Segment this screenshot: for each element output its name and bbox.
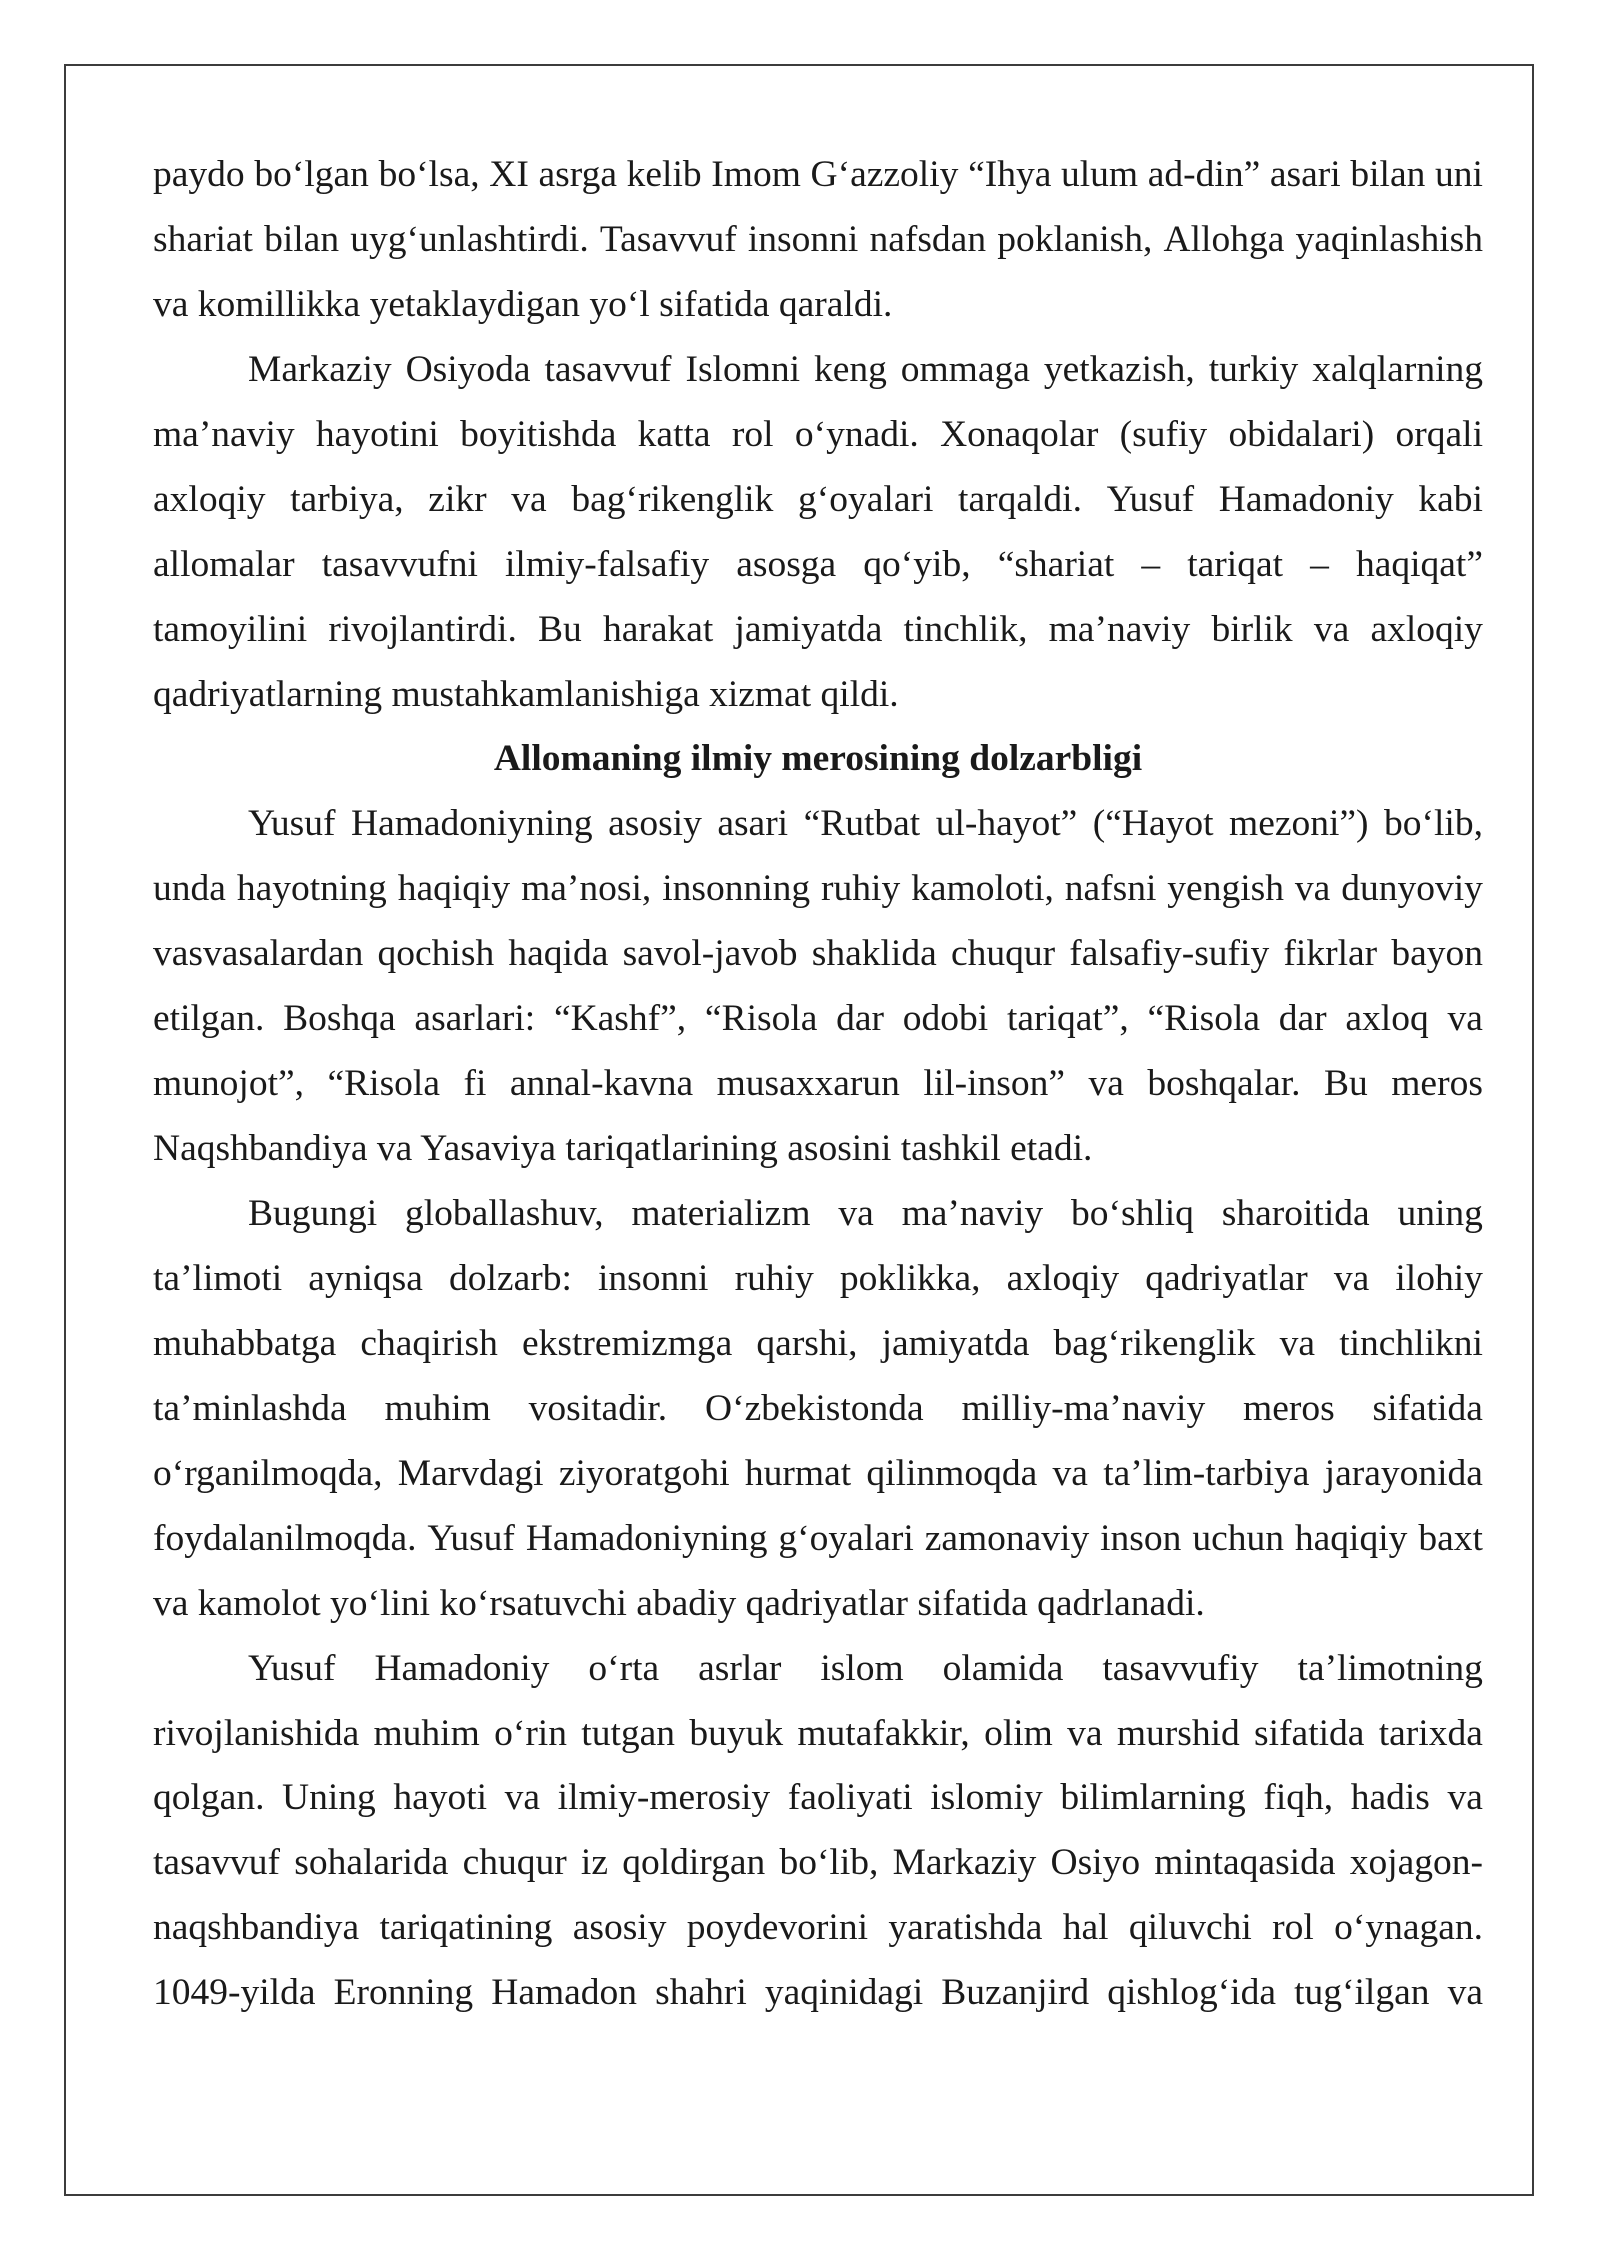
text-line (153, 1961, 1483, 2026)
word: falsafiy-sufiy (1069, 933, 1270, 975)
word: birlik (1211, 608, 1293, 650)
word: va (504, 1777, 541, 1819)
document-body (153, 143, 1483, 2026)
text-line (153, 338, 1483, 403)
word: sharoitida (1221, 1193, 1370, 1234)
word: Marvdagi (397, 1452, 544, 1494)
word: chaqirish (360, 1322, 498, 1364)
text-line (153, 1637, 1483, 1702)
word: rivojlanishida (153, 1712, 360, 1754)
word: “Kashf”, (553, 998, 687, 1040)
word: globallashuv, (405, 1193, 604, 1234)
word: – (1141, 543, 1161, 585)
word: Yusuf (1106, 478, 1195, 520)
word: Markaziy (892, 1842, 1037, 1884)
word: ruhiy (734, 1257, 814, 1299)
word: axloqiy (153, 478, 266, 520)
word: qadriyatlar (1145, 1257, 1308, 1299)
word: chuqur (462, 1842, 567, 1884)
word: tarqaldi. (958, 478, 1082, 520)
word: Osiyoda (405, 348, 531, 390)
word: asrlar (698, 1647, 782, 1689)
word: qishlog‘ida (1107, 1972, 1276, 2014)
word: muhim (373, 1712, 480, 1754)
word: tariqatining (379, 1907, 553, 1949)
word: tariqat (1187, 543, 1284, 585)
section-heading: Allomaning ilmiy merosining dolzarbligi (493, 738, 1143, 780)
word: va (1052, 1452, 1088, 1494)
word: tinchlikni (1339, 1322, 1483, 1364)
word: Bugungi (248, 1193, 378, 1234)
word: bag‘rikenglik (1053, 1322, 1256, 1364)
word: xalqlarning (1312, 348, 1483, 390)
word: naqshbandiya (153, 1907, 360, 1949)
text-line (153, 1052, 1483, 1117)
word: islom (820, 1647, 904, 1689)
word: turkiy (1208, 348, 1299, 390)
word: murshid (1116, 1712, 1240, 1754)
word: ilmiy-merosiy (557, 1777, 771, 1819)
word: bo‘lsa, (378, 154, 480, 195)
word: nafsdan (869, 218, 987, 260)
word: hayoti (393, 1777, 488, 1819)
word: vasvasalardan (153, 933, 364, 975)
word: Eronning (333, 1972, 474, 2014)
word: musaxxarun (716, 1063, 900, 1105)
word: qo‘yib, (863, 543, 971, 585)
word: XI (489, 154, 529, 195)
word: tarbiya, (290, 478, 404, 520)
word: – (1310, 543, 1329, 585)
word: ilmiy-falsafiy (505, 543, 710, 585)
word: Imom (711, 154, 801, 195)
text-line (153, 208, 1483, 273)
word: rivojlantirdi. (328, 608, 517, 650)
word: axloq (1345, 998, 1429, 1040)
word: tutgan (581, 1712, 676, 1754)
word: g‘oyalari (778, 1517, 914, 1559)
word: yaratishda (888, 1907, 1043, 1949)
word: va (1067, 1712, 1103, 1754)
word: chuqur (950, 933, 1056, 975)
word: rol (1272, 1907, 1314, 1949)
word: asari (717, 803, 789, 845)
word: bilan (264, 218, 340, 260)
word: fikrlar (1283, 933, 1378, 975)
word: sifatida (1254, 1712, 1365, 1754)
word: ilohiy (1395, 1257, 1483, 1299)
word: hayotini (315, 413, 439, 455)
word: fi (463, 1063, 487, 1105)
text-line (153, 1247, 1483, 1312)
paragraph (153, 1182, 1483, 1637)
word: Bu (1324, 1063, 1368, 1105)
word: olim (984, 1712, 1053, 1754)
word: ayniqsa (308, 1257, 423, 1299)
word: baxt (1418, 1517, 1483, 1559)
text-line (153, 143, 1483, 208)
word: hadis (1350, 1777, 1430, 1819)
word: muhim (384, 1387, 491, 1429)
word: tasavvuf (544, 348, 672, 390)
word: va (1447, 1777, 1483, 1819)
word: xojagon- (1349, 1842, 1483, 1884)
word: insonni (598, 1257, 709, 1299)
text-line (153, 1702, 1483, 1767)
word: shariat (153, 218, 253, 260)
word: va (1447, 998, 1483, 1040)
word: va (1333, 1257, 1370, 1299)
word: Osiyo (1050, 1842, 1141, 1884)
word: insonning (662, 868, 811, 910)
word: olamida (942, 1647, 1064, 1689)
word: dar (1278, 998, 1327, 1040)
word: yetkazish, (1043, 348, 1195, 390)
word: bo‘lib, (1384, 803, 1483, 845)
word: tariqat”, (1006, 998, 1129, 1040)
word: mezoni”) (1229, 803, 1369, 845)
word: mutafakkir, (797, 1712, 970, 1754)
word: tasavvufiy (1102, 1647, 1259, 1689)
word: ma’nosi, (521, 868, 652, 910)
word: dolzarb: (449, 1257, 572, 1299)
word: dunyoviy (1341, 868, 1483, 910)
word: kamoloti, (911, 868, 1054, 910)
word: bag‘rikenglik (571, 478, 774, 520)
word: Hamadoniyning (525, 1517, 768, 1559)
word: shahri (655, 1972, 747, 2014)
word: milliy-ma’naviy (961, 1387, 1206, 1429)
word: va (1313, 608, 1350, 650)
word: yengish (1167, 868, 1284, 910)
word: bilimlarning (1060, 1777, 1246, 1819)
word: “Risola (1147, 998, 1261, 1040)
paragraph (153, 338, 1483, 728)
word: Yusuf (248, 803, 336, 845)
word: ma’naviy (153, 413, 295, 455)
word: uchun (1192, 1517, 1284, 1559)
word: ta’minlashda (153, 1387, 347, 1429)
word: haqiqiy (1294, 1517, 1408, 1559)
word: jarayonida (1324, 1452, 1483, 1494)
word: asarlari: (414, 998, 536, 1040)
word: asari (1269, 154, 1341, 195)
word: allomalar (153, 543, 295, 585)
word: g‘oyalari (798, 478, 934, 520)
text-line (153, 792, 1483, 857)
word: Boshqa (283, 998, 396, 1040)
word: asosga (736, 543, 837, 585)
word: iz (580, 1842, 608, 1884)
word: ta’limotning (1297, 1647, 1483, 1689)
word: uni (1435, 154, 1483, 195)
word: munojot”, (153, 1063, 305, 1105)
word: unda (153, 868, 226, 910)
word: muhabbatga (153, 1322, 337, 1364)
word: qolgan. (153, 1777, 265, 1819)
word: uyg‘unlashtirdi. (350, 218, 589, 260)
word: va (1279, 1322, 1316, 1364)
word: ruhiy (821, 868, 901, 910)
text-line: va kamolot yo‘lini ko‘rsatuvchi abadiy qadriyatlar sifatida qadrlanadi. (153, 1582, 1205, 1624)
word: jamiyatda (881, 1322, 1030, 1364)
word: shaklida (811, 933, 937, 975)
word: haqiqat” (1355, 543, 1483, 585)
word: Tasavvuf (599, 218, 737, 260)
word: meros (1243, 1387, 1335, 1429)
word: zikr (428, 478, 487, 520)
word: va (1088, 1063, 1124, 1105)
word: ad-din” (1147, 154, 1261, 195)
word: o‘rin (494, 1712, 567, 1754)
word: asrga (538, 154, 617, 195)
word: Hamadon (491, 1972, 638, 2014)
text-line (153, 598, 1483, 663)
text-line (153, 1312, 1483, 1377)
word: islomiy (930, 1777, 1043, 1819)
word: poklikka, (839, 1257, 981, 1299)
word: tug‘ilgan (1294, 1972, 1430, 2014)
word: “shariat (997, 543, 1115, 585)
word: qiluvchi (1128, 1907, 1252, 1949)
word: “Rutbat (803, 803, 921, 845)
word: va (1447, 1972, 1483, 2014)
word: haqiqiy (397, 868, 511, 910)
word: boshqalar. (1147, 1063, 1301, 1105)
word: asosiy (572, 1907, 667, 1949)
word: zamonaviy (924, 1517, 1090, 1559)
word: Allohga (1163, 218, 1285, 260)
text-line: va komillikka yetaklaydigan yo‘l sifatida qaraldi. (153, 283, 893, 325)
word: tasavvufni (321, 543, 478, 585)
word: hurmat (744, 1452, 852, 1494)
word: kelib (626, 154, 702, 195)
word: bo‘lgan (254, 154, 369, 195)
word: ma’naviy (901, 1193, 1044, 1234)
word: faoliyati (787, 1777, 913, 1819)
word: poklanish, (997, 218, 1153, 260)
word: Islomni (685, 348, 801, 390)
paragraph (153, 143, 1483, 338)
word: 1049-yilda (153, 1972, 316, 2014)
word: tamoyilini (153, 608, 308, 650)
text-line (153, 533, 1483, 598)
text-line (153, 922, 1483, 987)
word: inson (1100, 1517, 1182, 1559)
word: Yusuf (248, 1647, 336, 1689)
word: dar (836, 998, 885, 1040)
word: materializm (631, 1193, 811, 1234)
text-line (153, 1442, 1483, 1507)
text-line (153, 1896, 1483, 1961)
word: insonni (747, 218, 859, 260)
word: Buzanjird (941, 1972, 1090, 2014)
word: va (838, 1193, 874, 1234)
word: sifatida (1372, 1387, 1483, 1429)
word: Bu (538, 608, 582, 650)
word: Hamadoniyning (350, 803, 593, 845)
word: fiqh, (1263, 1777, 1334, 1819)
text-line: Naqshbandiya va Yasaviya tariqatlarining asosini tashkil etadi. (153, 1128, 1093, 1170)
word: buyuk (689, 1712, 784, 1754)
word: haqida (508, 933, 609, 975)
text-line (153, 857, 1483, 922)
text-line: qadriyatlarning mustahkamlanishiga xizmat qildi. (153, 673, 899, 715)
word: odobi (902, 998, 989, 1040)
word: axloqiy (1006, 1257, 1120, 1299)
text-line (153, 1377, 1483, 1442)
paragraph (153, 1637, 1483, 2027)
text-line (153, 1182, 1483, 1247)
word: etilgan. (153, 998, 265, 1040)
word: ta’limoti (153, 1257, 283, 1299)
word: boyitishda (460, 413, 617, 455)
word: tarixda (1378, 1712, 1483, 1754)
word: ul-hayot” (935, 803, 1078, 845)
word: tasavvuf (153, 1842, 281, 1884)
word: Uning (282, 1777, 376, 1819)
word: rol (731, 413, 774, 455)
text-line (153, 468, 1483, 533)
word: hayotning (236, 868, 387, 910)
word: ma’naviy (1048, 608, 1191, 650)
word: sohalarida (294, 1842, 449, 1884)
word: foydalanilmoqda. (153, 1517, 417, 1559)
word: Hamadoniy (1218, 478, 1394, 520)
word: keng (813, 348, 887, 390)
word: meros (1391, 1063, 1483, 1105)
word: bo‘lib, (779, 1842, 879, 1884)
word: poydevorini (686, 1907, 868, 1949)
word: “Risola (327, 1063, 440, 1105)
word: qoldirgan (622, 1842, 766, 1884)
word: va (511, 478, 547, 520)
word: ziyoratgohi (558, 1452, 730, 1494)
word: katta (637, 413, 711, 455)
text-line (153, 1766, 1483, 1831)
word: ta’lim-tarbiya (1103, 1452, 1310, 1494)
word: nafsni (1064, 868, 1157, 910)
word: G‘azzoliy (810, 154, 959, 195)
word: Yusuf (427, 1517, 515, 1559)
word: o‘rta (588, 1647, 660, 1689)
word: bo‘shliq (1071, 1193, 1194, 1234)
word: mintaqasida (1154, 1842, 1336, 1884)
word: “Ihya (968, 154, 1052, 195)
word: Xonaqolar (940, 413, 1099, 455)
word: asosiy (608, 803, 702, 845)
word: qarshi, (756, 1322, 858, 1364)
word: vositadir. (528, 1387, 668, 1429)
word: lil-inson” (923, 1063, 1066, 1105)
word: Hamadoniy (374, 1647, 550, 1689)
word: (“Hayot (1092, 803, 1214, 845)
word: orqali (1395, 413, 1483, 455)
word: ulum (1061, 154, 1139, 195)
word: hal (1062, 1907, 1109, 1949)
word: paydo (153, 154, 245, 195)
word: axloqiy (1370, 608, 1483, 650)
word: va (1294, 868, 1331, 910)
word: yaqinlashish (1295, 218, 1483, 260)
word: “Risola (704, 998, 818, 1040)
word: bilan (1350, 154, 1426, 195)
word: ommaga (900, 348, 1030, 390)
word: Markaziy (248, 348, 392, 390)
word: uning (1397, 1193, 1483, 1234)
word: qilinmoqda (866, 1452, 1038, 1494)
word: harakat (602, 608, 714, 650)
word: (sufiy (1119, 413, 1208, 455)
text-line (153, 1507, 1483, 1572)
word: annal-kavna (509, 1063, 694, 1105)
text-line (153, 403, 1483, 468)
word: ekstremizmga (521, 1322, 733, 1364)
word: kabi (1418, 478, 1483, 520)
word: jamiyatda (734, 608, 883, 650)
word: qochish (377, 933, 495, 975)
text-line (153, 1831, 1483, 1896)
paragraph (153, 792, 1483, 1182)
word: o‘ynagan. (1334, 1907, 1483, 1949)
word: savol-javob (622, 933, 798, 975)
word: tinchlik, (903, 608, 1028, 650)
word: O‘zbekistonda (705, 1387, 924, 1429)
word: obidalari) (1228, 413, 1375, 455)
text-line (153, 987, 1483, 1052)
word: o‘ynadi. (794, 413, 919, 455)
word: yaqinidagi (764, 1972, 924, 2014)
word: o‘rganilmoqda, (153, 1452, 383, 1494)
word: bayon (1391, 933, 1483, 975)
